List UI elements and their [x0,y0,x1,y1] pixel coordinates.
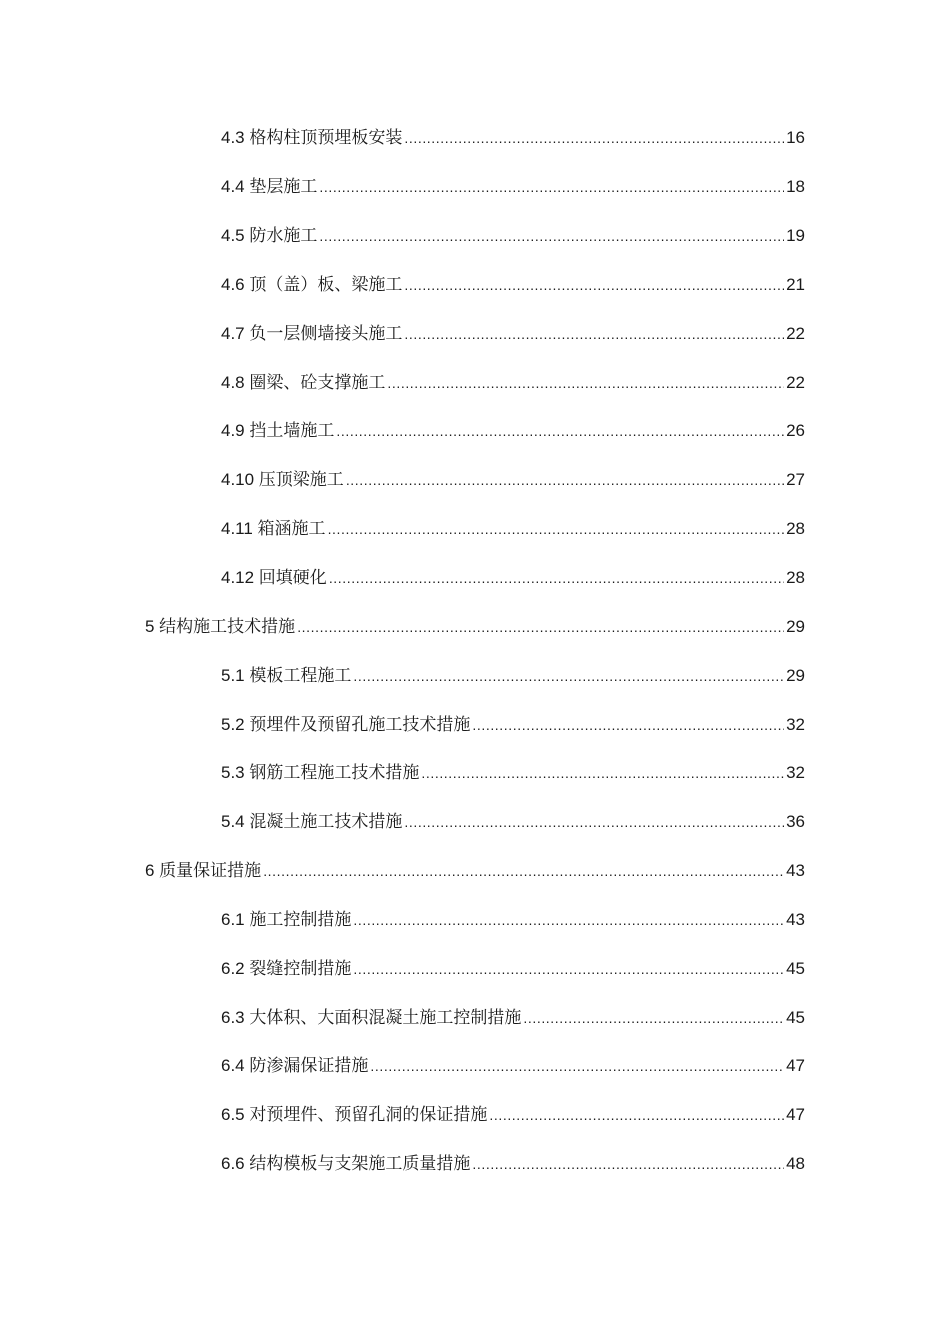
toc-entry[interactable] [0,993,950,1042]
toc-entry-title: 4.8 圈梁、砼支撑施工 [221,372,386,392]
toc-entry[interactable] [0,700,950,749]
toc-entry[interactable] [0,651,950,700]
toc-entry-page-number: 45 [786,958,805,978]
toc-dot-leader [346,470,784,490]
toc-entry[interactable] [0,309,950,358]
toc-entry-page-number: 29 [786,616,805,636]
toc-dot-leader [523,1008,784,1028]
toc-entry[interactable] [0,847,950,896]
toc-entry-line [221,470,805,490]
toc-entry-title: 4.3 格构柱顶预埋板安装 [221,128,403,148]
toc-entry-title: 5.3 钢筋工程施工技术措施 [221,763,420,783]
toc-entry-page-number: 32 [786,763,805,783]
toc-entry[interactable] [0,896,950,945]
toc-dot-leader [472,715,784,735]
toc-entry-line [145,617,805,637]
toc-dot-leader [421,763,784,783]
toc-entry[interactable] [0,163,950,212]
toc-dot-leader [353,666,784,686]
toc-dot-leader [336,421,784,441]
toc-entry-page-number: 48 [786,1154,805,1174]
toc-entry-page-number: 18 [786,177,805,197]
toc-entry-line [221,226,805,246]
toc-dot-leader [319,226,784,246]
table-of-contents [0,114,950,1189]
toc-dot-leader [353,910,784,930]
toc-entry[interactable] [0,1042,950,1091]
toc-dot-leader [370,1056,784,1076]
toc-entry-page-number: 32 [786,714,805,734]
toc-entry[interactable] [0,1091,950,1140]
toc-dot-leader [353,959,784,979]
toc-entry-title: 6.6 结构模板与支架施工质量措施 [221,1154,471,1174]
toc-entry[interactable] [0,1140,950,1189]
toc-entry-title: 5.4 混凝土施工技术措施 [221,812,403,832]
toc-entry-line [221,666,805,686]
toc-entry-title: 4.5 防水施工 [221,226,318,246]
toc-entry[interactable] [0,554,950,603]
toc-entry-line [221,568,805,588]
toc-entry-page-number: 45 [786,1007,805,1027]
toc-entry-line [221,812,805,832]
toc-entry-page-number: 47 [786,1056,805,1076]
toc-entry-title: 4.10 压顶梁施工 [221,470,344,490]
toc-dot-leader [328,519,785,539]
toc-entry-page-number: 19 [786,226,805,246]
toc-entry-line [221,275,805,295]
toc-entry-page-number: 22 [786,372,805,392]
toc-entry[interactable] [0,944,950,993]
toc-entry-line [221,715,805,735]
toc-entry[interactable] [0,798,950,847]
toc-entry[interactable] [0,212,950,261]
toc-entry-page-number: 16 [786,128,805,148]
toc-entry-page-number: 26 [786,421,805,441]
toc-entry[interactable] [0,456,950,505]
toc-entry-page-number: 27 [786,470,805,490]
toc-entry-line [221,763,805,783]
toc-entry[interactable] [0,407,950,456]
toc-entry-line [221,959,805,979]
toc-dot-leader [404,275,784,295]
toc-entry-page-number: 36 [786,812,805,832]
toc-entry-line [221,324,805,344]
toc-entry-page-number: 28 [786,568,805,588]
toc-dot-leader [387,373,784,393]
toc-entry-title: 4.12 回填硬化 [221,568,327,588]
toc-entry-line [221,421,805,441]
toc-entry-page-number: 22 [786,323,805,343]
toc-entry-title: 6.4 防渗漏保证措施 [221,1056,369,1076]
toc-entry-line [221,1154,805,1174]
toc-entry[interactable] [0,749,950,798]
toc-entry-page-number: 21 [786,274,805,294]
toc-entry-line [221,910,805,930]
toc-entry-page-number: 29 [786,665,805,685]
toc-entry[interactable] [0,602,950,651]
toc-dot-leader [404,812,784,832]
toc-entry[interactable] [0,505,950,554]
toc-dot-leader [404,324,784,344]
toc-entry-line [221,519,805,539]
toc-entry-title: 4.7 负一层侧墙接头施工 [221,323,403,343]
toc-dot-leader [263,861,784,881]
toc-dot-leader [489,1105,784,1125]
toc-entry-line [221,1008,805,1028]
toc-entry-page-number: 43 [786,861,805,881]
toc-dot-leader [319,177,784,197]
toc-entry-line [221,1105,805,1125]
toc-entry-title: 4.11 箱涵施工 [221,519,326,539]
toc-entry-line [221,128,805,148]
toc-entry[interactable] [0,358,950,407]
toc-entry-line [145,861,805,881]
toc-dot-leader [297,617,784,637]
toc-entry-title: 6.3 大体积、大面积混凝土施工控制措施 [221,1007,522,1027]
toc-entry-title: 6.2 裂缝控制措施 [221,958,352,978]
toc-entry-line [221,177,805,197]
toc-dot-leader [472,1154,784,1174]
toc-entry-title: 4.6 顶（盖）板、梁施工 [221,274,403,294]
toc-dot-leader [404,128,784,148]
toc-entry-title: 5.2 预埋件及预留孔施工技术措施 [221,714,471,734]
toc-dot-leader [329,568,784,588]
toc-entry-title: 5 结构施工技术措施 [145,616,296,636]
toc-entry-title: 6 质量保证措施 [145,861,262,881]
toc-entry-title: 6.5 对预埋件、预留孔洞的保证措施 [221,1105,488,1125]
toc-entry-title: 4.4 垫层施工 [221,177,318,197]
toc-entry-title: 5.1 模板工程施工 [221,665,352,685]
toc-entry-line [221,1056,805,1076]
toc-entry-line [221,373,805,393]
toc-entry[interactable] [0,261,950,310]
toc-entry-page-number: 43 [786,909,805,929]
toc-entry[interactable] [0,114,950,163]
toc-entry-page-number: 47 [786,1105,805,1125]
toc-entry-title: 4.9 挡土墙施工 [221,421,335,441]
toc-entry-page-number: 28 [786,519,805,539]
toc-entry-title: 6.1 施工控制措施 [221,909,352,929]
